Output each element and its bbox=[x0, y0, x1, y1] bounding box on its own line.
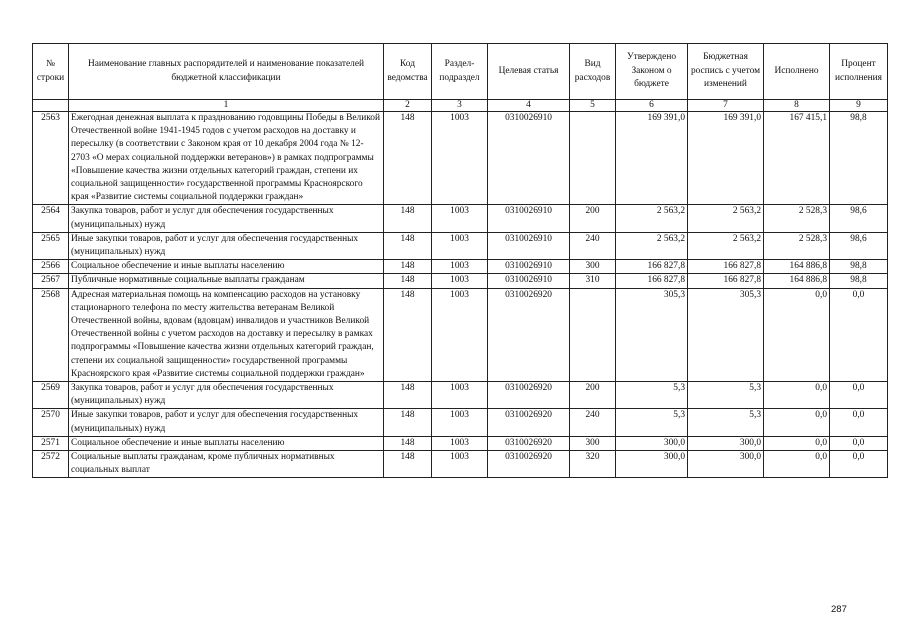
row-dept-code: 148 bbox=[384, 451, 432, 478]
row-number: 2572 bbox=[33, 451, 69, 478]
page-number: 287 bbox=[831, 604, 847, 615]
col-number: 8 bbox=[764, 100, 830, 112]
row-section: 1003 bbox=[432, 436, 488, 450]
col-number: 5 bbox=[570, 100, 616, 112]
row-target: 0310026920 bbox=[488, 436, 570, 450]
row-exp-type: 200 bbox=[570, 382, 616, 409]
row-target: 0310026920 bbox=[488, 288, 570, 381]
row-target: 0310026910 bbox=[488, 232, 570, 259]
row-budget-list: 2 563,2 bbox=[688, 205, 764, 232]
row-exp-type: 320 bbox=[570, 451, 616, 478]
row-dept-code: 148 bbox=[384, 274, 432, 288]
table-row bbox=[33, 409, 888, 436]
row-budget-list: 169 391,0 bbox=[688, 112, 764, 205]
row-executed: 164 886,8 bbox=[764, 260, 830, 274]
row-number: 2563 bbox=[33, 112, 69, 205]
row-dept-code: 148 bbox=[384, 288, 432, 381]
table-row bbox=[33, 260, 888, 274]
row-executed: 0,0 bbox=[764, 451, 830, 478]
table-row bbox=[33, 205, 888, 232]
row-budget-list: 5,3 bbox=[688, 409, 764, 436]
row-dept-code: 148 bbox=[384, 436, 432, 450]
row-percent: 98,8 bbox=[830, 260, 888, 274]
row-executed: 0,0 bbox=[764, 288, 830, 381]
header-budget-list: Бюджетная роспись с учетом изменений bbox=[688, 44, 764, 100]
row-name: Публичные нормативные социальные выплаты гражданам bbox=[69, 274, 384, 288]
row-percent: 98,6 bbox=[830, 205, 888, 232]
row-dept-code: 148 bbox=[384, 112, 432, 205]
row-percent: 0,0 bbox=[830, 382, 888, 409]
row-dept-code: 148 bbox=[384, 232, 432, 259]
row-executed: 2 528,3 bbox=[764, 232, 830, 259]
row-section: 1003 bbox=[432, 232, 488, 259]
row-percent: 98,6 bbox=[830, 232, 888, 259]
row-name: Иные закупки товаров, работ и услуг для обеспечения государственных (муниципальных) нужд bbox=[69, 232, 384, 259]
row-target: 0310026920 bbox=[488, 409, 570, 436]
row-exp-type: 300 bbox=[570, 436, 616, 450]
row-dept-code: 148 bbox=[384, 260, 432, 274]
row-budget-list: 2 563,2 bbox=[688, 232, 764, 259]
row-section: 1003 bbox=[432, 288, 488, 381]
row-number: 2567 bbox=[33, 274, 69, 288]
header-section: Раздел-подраздел bbox=[432, 44, 488, 100]
row-number: 2565 bbox=[33, 232, 69, 259]
row-number: 2568 bbox=[33, 288, 69, 381]
row-number: 2570 bbox=[33, 409, 69, 436]
row-approved: 166 827,8 bbox=[616, 274, 688, 288]
row-exp-type: 200 bbox=[570, 205, 616, 232]
row-dept-code: 148 bbox=[384, 205, 432, 232]
row-section: 1003 bbox=[432, 260, 488, 274]
row-target: 0310026920 bbox=[488, 382, 570, 409]
row-exp-type bbox=[570, 288, 616, 381]
row-exp-type: 240 bbox=[570, 232, 616, 259]
header-executed: Исполнено bbox=[764, 44, 830, 100]
row-dept-code: 148 bbox=[384, 382, 432, 409]
row-section: 1003 bbox=[432, 382, 488, 409]
row-section: 1003 bbox=[432, 409, 488, 436]
row-name: Иные закупки товаров, работ и услуг для обеспечения государственных (муниципальных) нужд bbox=[69, 409, 384, 436]
col-number: 9 bbox=[830, 100, 888, 112]
table-body bbox=[33, 112, 888, 478]
table-row bbox=[33, 382, 888, 409]
header-target: Целевая статья bbox=[488, 44, 570, 100]
table-row bbox=[33, 288, 888, 381]
col-number: 6 bbox=[616, 100, 688, 112]
col-number: 7 bbox=[688, 100, 764, 112]
row-approved: 2 563,2 bbox=[616, 205, 688, 232]
row-section: 1003 bbox=[432, 451, 488, 478]
row-executed: 2 528,3 bbox=[764, 205, 830, 232]
row-budget-list: 166 827,8 bbox=[688, 274, 764, 288]
col-number bbox=[33, 100, 69, 112]
row-approved: 2 563,2 bbox=[616, 232, 688, 259]
row-target: 0310026910 bbox=[488, 112, 570, 205]
row-section: 1003 bbox=[432, 274, 488, 288]
row-exp-type: 300 bbox=[570, 260, 616, 274]
header-dept-code: Код ведомства bbox=[384, 44, 432, 100]
row-percent: 0,0 bbox=[830, 409, 888, 436]
row-name: Закупка товаров, работ и услуг для обеспечения государственных (муниципальных) нужд bbox=[69, 382, 384, 409]
table-row bbox=[33, 451, 888, 478]
row-target: 0310026910 bbox=[488, 260, 570, 274]
row-approved: 300,0 bbox=[616, 451, 688, 478]
row-exp-type bbox=[570, 112, 616, 205]
row-percent: 0,0 bbox=[830, 436, 888, 450]
column-numbers-row bbox=[33, 100, 888, 112]
row-section: 1003 bbox=[432, 205, 488, 232]
row-name: Социальное обеспечение и иные выплаты населению bbox=[69, 260, 384, 274]
row-dept-code: 148 bbox=[384, 409, 432, 436]
col-number: 2 bbox=[384, 100, 432, 112]
row-percent: 0,0 bbox=[830, 451, 888, 478]
header-exp-type: Вид расходов bbox=[570, 44, 616, 100]
row-number: 2569 bbox=[33, 382, 69, 409]
row-budget-list: 5,3 bbox=[688, 382, 764, 409]
row-executed: 0,0 bbox=[764, 409, 830, 436]
table-row bbox=[33, 112, 888, 205]
row-exp-type: 310 bbox=[570, 274, 616, 288]
header-percent: Процент исполнения bbox=[830, 44, 888, 100]
row-approved: 5,3 bbox=[616, 409, 688, 436]
row-name: Социальное обеспечение и иные выплаты населению bbox=[69, 436, 384, 450]
row-name: Закупка товаров, работ и услуг для обеспечения государственных (муниципальных) нужд bbox=[69, 205, 384, 232]
header-approved: Утверждено Законом о бюджете bbox=[616, 44, 688, 100]
row-approved: 166 827,8 bbox=[616, 260, 688, 274]
row-number: 2571 bbox=[33, 436, 69, 450]
header-name: Наименование главных распорядителей и наименование показателей бюджетной классификации bbox=[69, 44, 384, 100]
row-number: 2564 bbox=[33, 205, 69, 232]
row-executed: 0,0 bbox=[764, 382, 830, 409]
row-executed: 164 886,8 bbox=[764, 274, 830, 288]
row-percent: 98,8 bbox=[830, 112, 888, 205]
row-budget-list: 300,0 bbox=[688, 436, 764, 450]
row-name: Адресная материальная помощь на компенсацию расходов на установку стационарного телефона по месту жительства ветеранам Великой Отечественной войны, вдовам (вдовцам) инвалидов и участников Великой Отечественной войны с учетом расходов на доставку и пересылку в рамках подпрограммы «Повышение качества жизни отдельных категорий граждан, степени их социальной защищенности» государственной программы Красноярского края «Развитие системы социальной поддержки граждан» bbox=[69, 288, 384, 381]
table-row bbox=[33, 232, 888, 259]
row-name: Социальные выплаты гражданам, кроме публичных нормативных социальных выплат bbox=[69, 451, 384, 478]
budget-table bbox=[32, 43, 888, 478]
row-approved: 5,3 bbox=[616, 382, 688, 409]
row-budget-list: 305,3 bbox=[688, 288, 764, 381]
row-approved: 169 391,0 bbox=[616, 112, 688, 205]
row-number: 2566 bbox=[33, 260, 69, 274]
header-row-no: № строки bbox=[33, 44, 69, 100]
row-executed: 167 415,1 bbox=[764, 112, 830, 205]
table-row bbox=[33, 274, 888, 288]
row-target: 0310026920 bbox=[488, 451, 570, 478]
row-budget-list: 166 827,8 bbox=[688, 260, 764, 274]
row-percent: 98,8 bbox=[830, 274, 888, 288]
row-executed: 0,0 bbox=[764, 436, 830, 450]
row-section: 1003 bbox=[432, 112, 488, 205]
table-row bbox=[33, 436, 888, 450]
row-percent: 0,0 bbox=[830, 288, 888, 381]
table-header-row bbox=[33, 44, 888, 100]
row-approved: 300,0 bbox=[616, 436, 688, 450]
row-approved: 305,3 bbox=[616, 288, 688, 381]
col-number: 3 bbox=[432, 100, 488, 112]
col-number: 4 bbox=[488, 100, 570, 112]
row-name: Ежегодная денежная выплата к празднованию годовщины Победы в Великой Отечественной войне 1941-1945 годов с учетом расходов на доставку и пересылку (в соответствии с Законом края от 10 декабря 2004 года № 12-2703 «О мерах социальной поддержки ветеранов») в рамках подпрограммы «Повышение качества жизни отдельных категорий граждан, степени их социальной защищенности» государственной программы Красноярского края «Развитие системы социальной поддержки граждан» bbox=[69, 112, 384, 205]
row-budget-list: 300,0 bbox=[688, 451, 764, 478]
col-number: 1 bbox=[69, 100, 384, 112]
row-target: 0310026910 bbox=[488, 274, 570, 288]
row-exp-type: 240 bbox=[570, 409, 616, 436]
row-target: 0310026910 bbox=[488, 205, 570, 232]
